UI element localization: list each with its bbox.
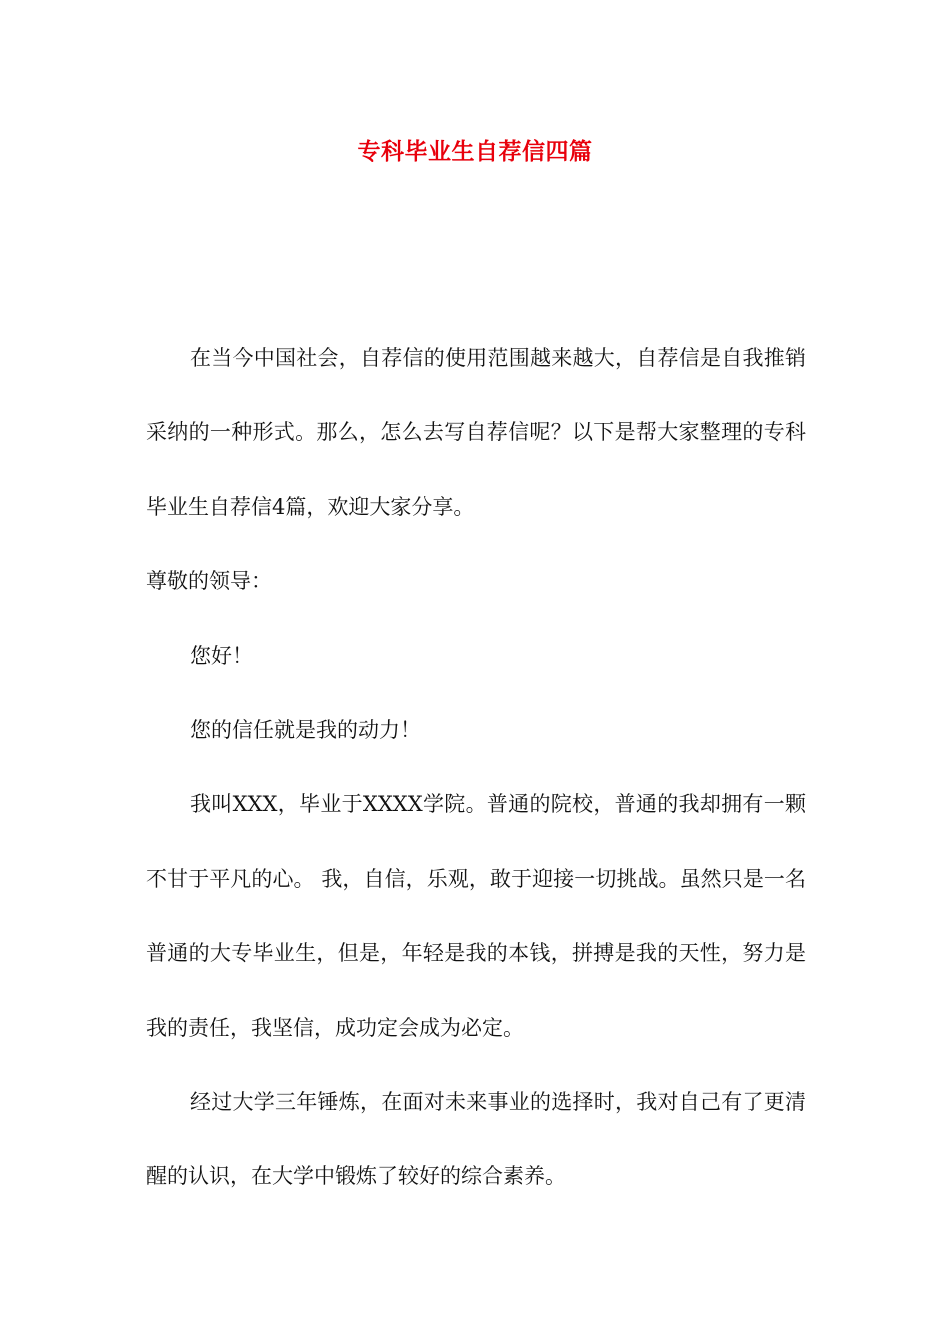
body-paragraph: 我叫XXX，毕业于XXXX学院。普通的院校，普通的我却拥有一颗不甘于平凡的心。 我，自信，乐观，敢于迎接一切挑战。虽然只是一名普通的大专毕业生，但是，年轻是我的本钱，拼搏是我的天性，努力是我的责任，我坚信，成功定会成为必定。: [146, 792, 806, 1040]
salutation: 尊敬的领导：: [146, 569, 272, 594]
intro-paragraph: 在当今中国社会，自荐信的使用范围越来越大，自荐信是自我推销采纳的一种形式。那么，怎么去写自荐信呢？以下是帮大家整理的专科毕业生自荐信4篇，欢迎大家分享。: [146, 346, 806, 519]
body-paragraph: 经过大学三年锤炼，在面对未来事业的选择时，我对自己有了更清醒的认识，在大学中锻炼了较好的综合素养。: [146, 1090, 806, 1189]
body-paragraph: 您的信任就是我的动力！: [190, 718, 421, 743]
greeting: 您好！: [190, 643, 253, 668]
document-body: [146, 321, 806, 1214]
document-title: 专科毕业生自荐信四篇: [357, 139, 593, 165]
